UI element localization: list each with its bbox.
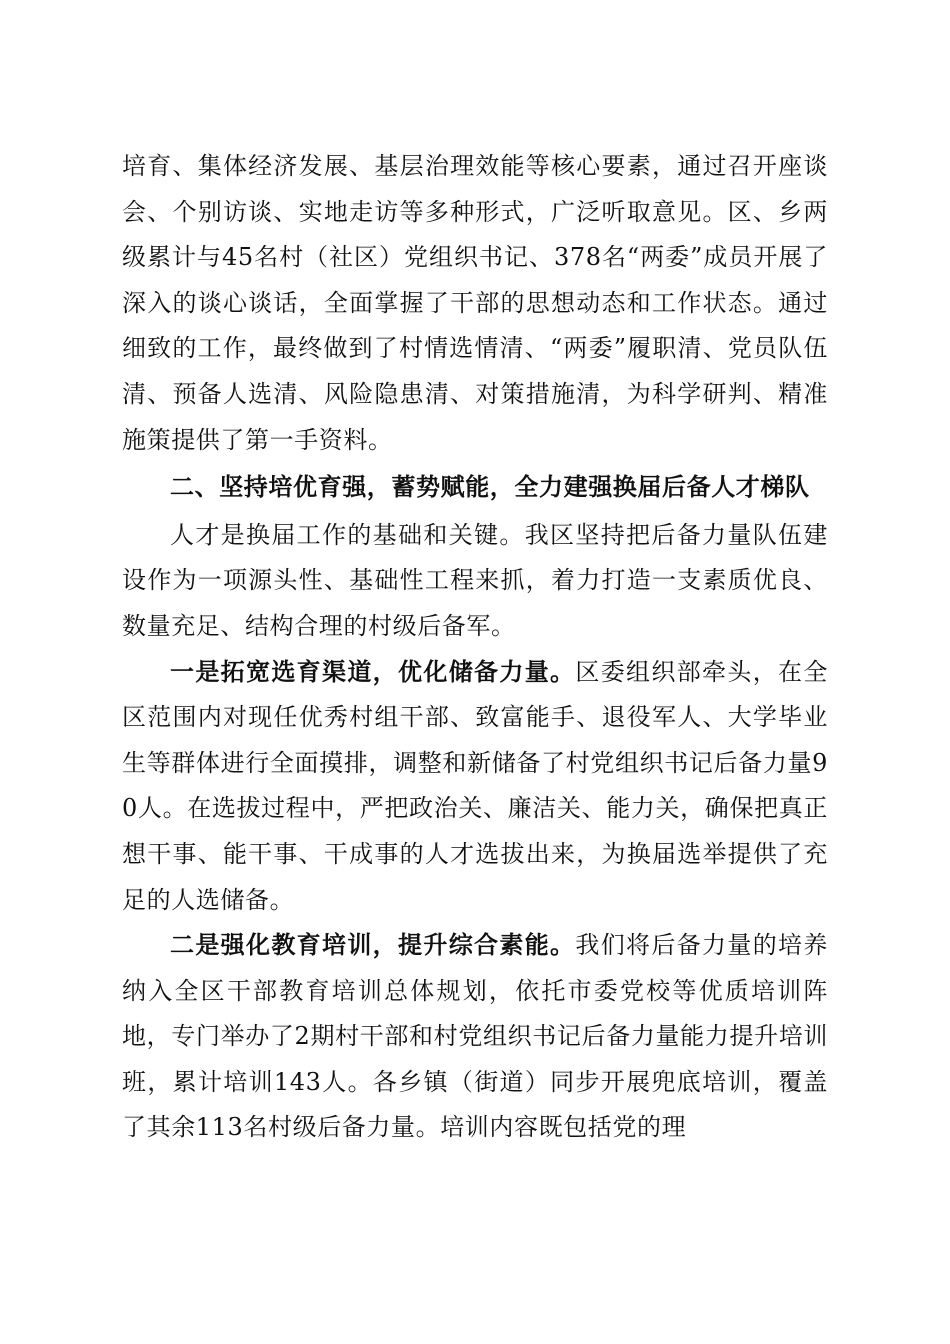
paragraph-body: 区委组织部牵头，在全区范围内对现任优秀村组干部、致富能手、退役军人、大学毕业生等群体进行全面摸排，调整和新储备了村党组织书记后备力量90人。在选拔过程中，严把政治关、廉洁关、能力关，确保把真正想干事、能干事、干成事的人才选拔出来，为换届选举提供了充足的人选储备。 <box>122 657 828 914</box>
paragraph-lead: 二是强化教育培训，提升综合素能。 <box>170 931 576 960</box>
paragraph-lead: 一是拓宽选育渠道，优化储备力量。 <box>170 657 576 686</box>
paragraph-continued: 培育、集体经济发展、基层治理效能等核心要素，通过召开座谈会、个别访谈、实地走访等多种形式，广泛听取意见。区、乡两级累计与45名村（社区）党组织书记、378名“两委”成员开展了深入的谈心谈话，全面掌握了干部的思想动态和工作状态。通过细致的工作，最终做到了村情选情清、“两委”履职清、党员队伍清、预备人选清、风险隐患清、对策措施清，为科学研判、精准施策提供了第一手资料。 <box>122 152 828 454</box>
paragraph-intro: 人才是换届工作的基础和关键。我区坚持把后备力量队伍建设作为一项源头性、基础性工程来抓，着力打造一支素质优良、数量充足、结构合理的村级后备军。 <box>122 520 828 640</box>
paragraph-expand-channels <box>122 650 828 924</box>
document-body <box>122 144 828 1151</box>
section-heading: 二、坚持培优育强，蓄势赋能，全力建强换届后备人才梯队 <box>170 473 810 502</box>
paragraph-body: 我们将后备力量的培养纳入全区干部教育培训总体规划，依托市委党校等优质培训阵地，专门举办了2期村干部和村党组织书记后备力量能力提升培训班，累计培训143人。各乡镇（街道）同步开展兜底培训，覆盖了其余113名村级后备力量。培训内容既包括党的理 <box>122 931 828 1142</box>
paragraph-training <box>122 923 828 1151</box>
